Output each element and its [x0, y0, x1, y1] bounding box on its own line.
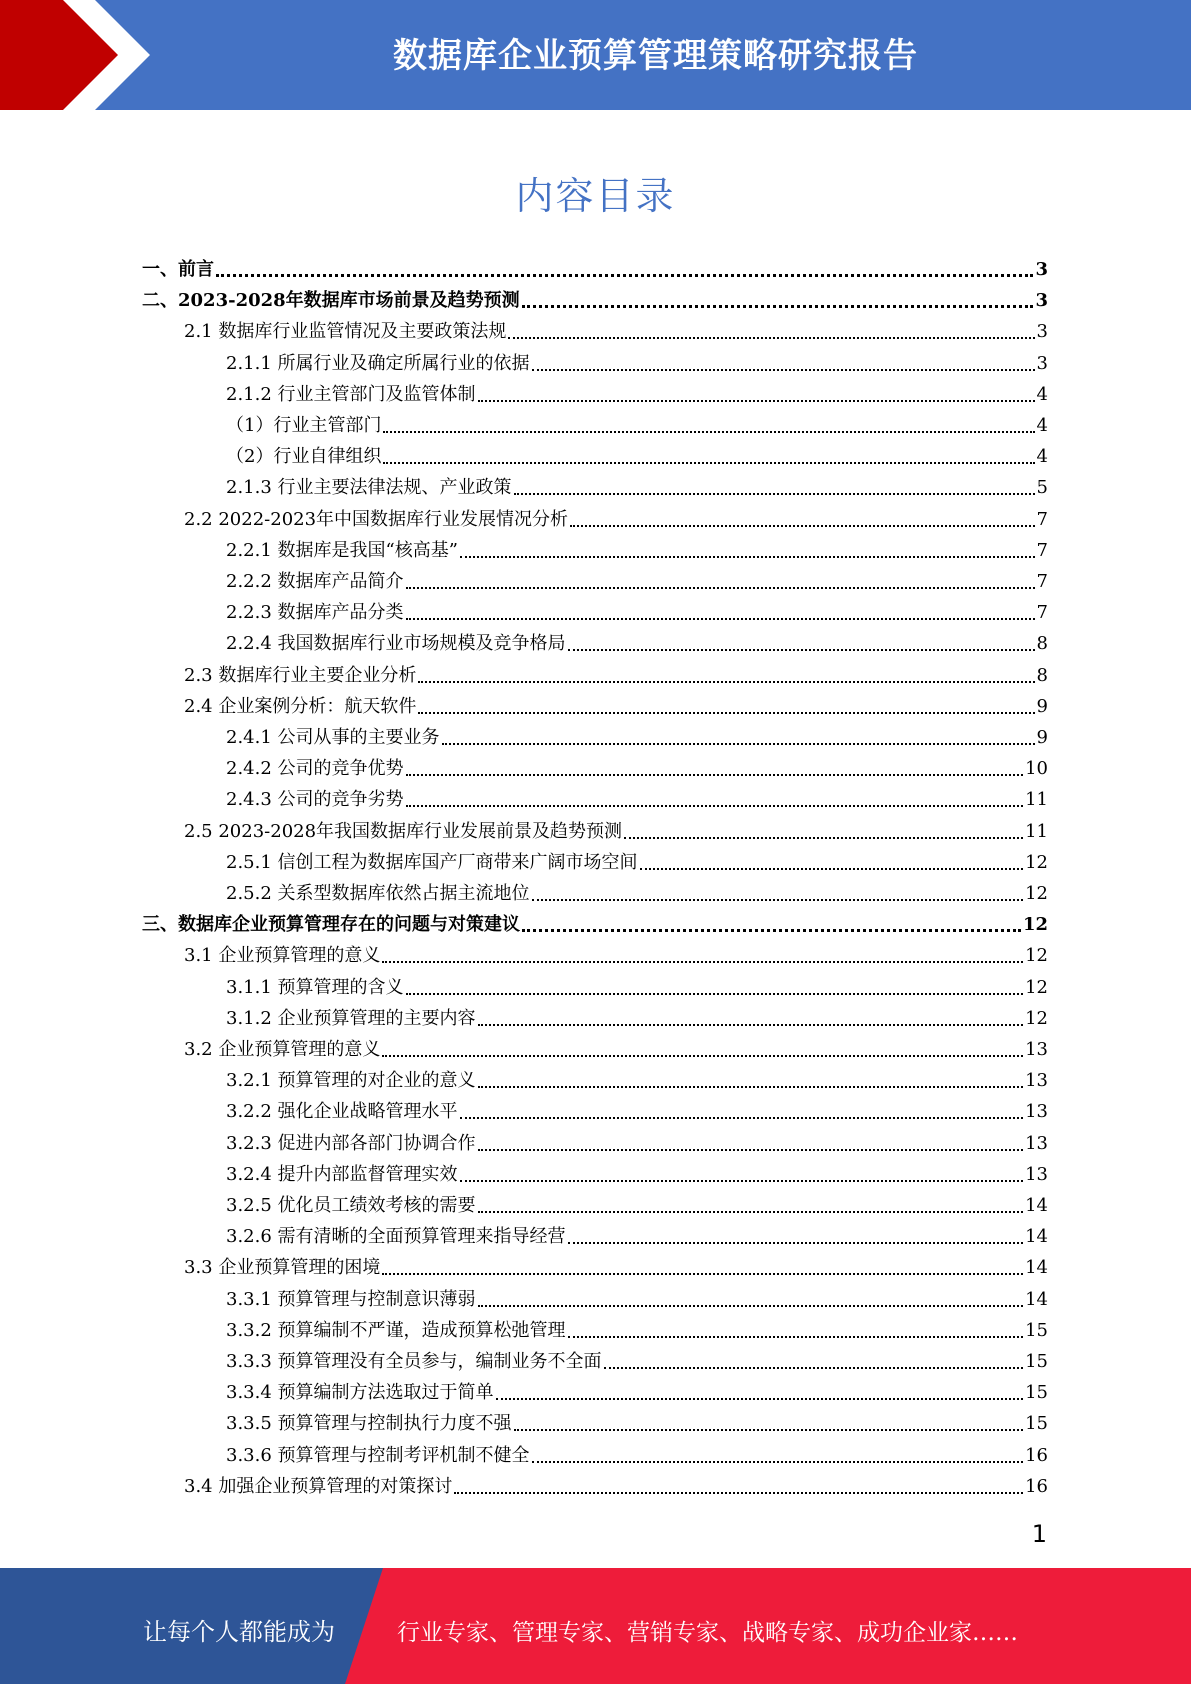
toc-dot-leader	[478, 1024, 1024, 1026]
footer-slogan-right: 行业专家、管理专家、营销专家、战略专家、成功企业家……	[397, 1620, 1018, 1646]
toc-dot-leader	[568, 1336, 1024, 1338]
toc-entry-label: 二、2023-2028年数据库市场前景及趋势预测	[142, 290, 520, 312]
page-number: 1	[1031, 1520, 1047, 1548]
toc-entry[interactable]	[142, 909, 1048, 940]
toc-entry-label: 2.5 2023-2028年我国数据库行业发展前景及趋势预测	[184, 820, 623, 842]
toc-entry[interactable]	[226, 1315, 1048, 1346]
toc-entry-label: 2.5.2 关系型数据库依然占据主流地位	[226, 883, 530, 904]
toc-dot-leader	[532, 899, 1024, 901]
toc-entry-label: 3.3.2 预算编制不严谨，造成预算松弛管理	[226, 1319, 566, 1341]
toc-entry[interactable]	[226, 784, 1048, 815]
toc-dot-leader	[570, 525, 1035, 527]
toc-dot-leader	[454, 1492, 1023, 1494]
toc-entry[interactable]	[226, 1065, 1048, 1096]
toc-entry-label: 三、数据库企业预算管理存在的问题与对策建议	[142, 914, 520, 936]
toc-dot-leader	[522, 929, 1021, 932]
toc-dot-leader	[532, 369, 1035, 371]
toc-entry-label: 3.2.2 强化企业战略管理水平	[226, 1101, 458, 1123]
toc-dot-leader	[478, 1211, 1024, 1213]
toc-entry[interactable]	[184, 816, 1048, 847]
toc-entry-label: 3.1 企业预算管理的意义	[184, 945, 381, 967]
toc-entry-page: 3	[1035, 290, 1048, 312]
toc-entry[interactable]	[226, 472, 1048, 503]
toc-dot-leader	[478, 400, 1035, 402]
toc-entry-page: 8	[1036, 664, 1048, 686]
toc-entry-page: 12	[1022, 914, 1048, 936]
toc-entry-label: 3.2.5 优化员工绩效考核的需要	[226, 1195, 476, 1216]
toc-entry[interactable]	[184, 940, 1048, 971]
toc-entry[interactable]	[184, 660, 1048, 691]
toc-entry-label: 2.2.4 我国数据库行业市场规模及竞争格局	[226, 633, 566, 655]
toc-entry[interactable]	[184, 1252, 1048, 1283]
toc-entry-label: 3.2 企业预算管理的意义	[184, 1039, 381, 1060]
toc-entry-label: 3.1.2 企业预算管理的主要内容	[226, 1007, 476, 1029]
toc-entry-label: 2.1.3 行业主要法律法规、产业政策	[226, 477, 512, 499]
toc-entry[interactable]	[226, 1096, 1048, 1127]
toc-dot-leader	[383, 431, 1034, 433]
toc-dot-leader	[382, 1055, 1023, 1057]
toc-entry-label: 2.1.2 行业主管部门及监管体制	[226, 383, 476, 405]
toc-dot-leader	[496, 1398, 1024, 1400]
toc-entry-page: 7	[1036, 508, 1048, 530]
toc-entry-label: 3.2.6 需有清晰的全面预算管理来指导经营	[226, 1226, 566, 1248]
toc-entry[interactable]	[226, 535, 1048, 566]
toc-entry-page: 13	[1025, 1163, 1048, 1185]
toc-entry[interactable]	[226, 410, 1048, 441]
toc-dot-leader	[460, 1180, 1024, 1182]
toc-dot-leader	[640, 868, 1024, 870]
toc-entry-page: 3	[1035, 259, 1048, 280]
toc-dot-leader	[514, 493, 1035, 495]
toc-entry-label: 2.1 数据库行业监管情况及主要政策法规	[184, 321, 507, 343]
toc-entry-page: 14	[1025, 1288, 1048, 1310]
toc-entry-label: 2.2.1 数据库是我国“核高基”	[226, 539, 458, 561]
toc-entry-page: 12	[1025, 1007, 1048, 1029]
toc-entry[interactable]	[226, 441, 1048, 472]
toc-entry-page: 10	[1025, 758, 1048, 780]
toc-entry[interactable]	[184, 1034, 1048, 1065]
toc-entry-label: 3.3 企业预算管理的困境	[184, 1257, 381, 1279]
toc-entry[interactable]	[184, 504, 1048, 535]
toc-dot-leader	[418, 712, 1034, 714]
toc-entry-page: 4	[1036, 415, 1048, 436]
toc-entry-page: 16	[1025, 1475, 1048, 1497]
toc-entry[interactable]	[226, 1346, 1048, 1377]
toc-entry-page: 7	[1036, 571, 1048, 592]
toc-entry-page: 7	[1036, 602, 1048, 624]
toc-dot-leader	[406, 774, 1024, 776]
toc-entry-label: 3.2.4 提升内部监督管理实效	[226, 1163, 458, 1185]
toc-entry-label: 3.2.1 预算管理的对企业的意义	[226, 1070, 476, 1092]
toc-dot-leader	[532, 1461, 1024, 1463]
toc-entry[interactable]	[226, 1221, 1048, 1252]
toc-entry[interactable]	[226, 1003, 1048, 1034]
toc-dot-leader	[216, 274, 1033, 277]
toc-entry[interactable]	[226, 379, 1048, 410]
toc-dot-leader	[604, 1367, 1024, 1369]
toc-entry-label: 2.2.2 数据库产品简介	[226, 571, 404, 592]
toc-dot-leader	[508, 337, 1034, 339]
toc-entry-label: 3.3.6 预算管理与控制考评机制不健全	[226, 1444, 530, 1466]
toc-entry[interactable]	[184, 316, 1048, 347]
toc-entry-page: 16	[1025, 1444, 1048, 1466]
toc-dot-leader	[514, 1429, 1024, 1431]
toc-entry[interactable]	[226, 1159, 1048, 1190]
toc-entry-page: 15	[1025, 1319, 1048, 1341]
toc-entry-page: 12	[1025, 851, 1048, 873]
toc-dot-leader	[568, 649, 1035, 651]
toc-dot-leader	[406, 805, 1024, 807]
toc-entry-label: 2.4 企业案例分析：航天软件	[184, 695, 417, 717]
toc-entry[interactable]	[142, 254, 1048, 285]
toc-entry[interactable]	[226, 566, 1048, 597]
toc-entry-page: 13	[1025, 1101, 1048, 1123]
toc-dot-leader	[383, 462, 1034, 464]
toc-entry[interactable]	[226, 753, 1048, 784]
toc-entry-page: 11	[1025, 820, 1048, 842]
toc-dot-leader	[478, 1086, 1024, 1088]
toc-entry-label: 3.1.1 预算管理的含义	[226, 976, 404, 998]
toc-entry-label: 2.5.1 信创工程为数据库国产厂商带来广阔市场空间	[226, 851, 638, 873]
footer-banner	[0, 1568, 1191, 1684]
toc-entry-page: 3	[1036, 352, 1048, 374]
toc-entry-label: 3.3.1 预算管理与控制意识薄弱	[226, 1288, 476, 1310]
toc-dot-leader	[382, 1273, 1023, 1275]
toc-dot-leader	[460, 556, 1035, 558]
toc-entry-page: 14	[1025, 1226, 1048, 1248]
toc-entry[interactable]	[226, 628, 1048, 659]
toc-entry[interactable]	[184, 1471, 1048, 1502]
toc-entry-page: 7	[1036, 539, 1048, 561]
toc-entry-page: 15	[1025, 1413, 1048, 1435]
toc-entry-label: （2）行业自律组织	[226, 446, 382, 468]
toc-entry-page: 15	[1025, 1382, 1048, 1404]
toc-entry-label: 3.4 加强企业预算管理的对策探讨	[184, 1475, 453, 1497]
toc-entry-label: （1）行业主管部门	[226, 415, 382, 436]
toc-entry-page: 9	[1036, 695, 1048, 717]
toc-entry-label: 2.4.2 公司的竞争优势	[226, 758, 404, 780]
toc-dot-leader	[406, 618, 1035, 620]
toc-dot-leader	[478, 1149, 1024, 1151]
toc-entry-page: 9	[1036, 727, 1048, 748]
toc-entry-label: 3.3.3 预算管理没有全员参与，编制业务不全面	[226, 1351, 602, 1372]
toc-entry[interactable]	[226, 1284, 1048, 1315]
toc-entry[interactable]	[226, 1190, 1048, 1221]
toc-entry[interactable]	[226, 1440, 1048, 1471]
header-banner	[0, 0, 1191, 110]
toc-entry-page: 8	[1036, 633, 1048, 655]
toc-dot-leader	[406, 587, 1035, 589]
toc-dot-leader	[382, 961, 1023, 963]
toc-entry-page: 5	[1036, 477, 1048, 499]
toc-entry-label: 2.2 2022-2023年中国数据库行业发展情况分析	[184, 508, 569, 530]
toc-entry-page: 15	[1025, 1351, 1048, 1372]
toc-entry-page: 14	[1025, 1195, 1048, 1216]
toc-heading: 内容目录	[515, 174, 676, 218]
toc-dot-leader	[442, 743, 1035, 745]
toc-entry-label: 2.4.1 公司从事的主要业务	[226, 727, 440, 748]
toc-entry[interactable]	[226, 1408, 1048, 1439]
toc-dot-leader	[460, 1117, 1024, 1119]
toc-entry-page: 3	[1036, 321, 1048, 343]
footer-slogan-left: 让每个人都能成为	[143, 1618, 335, 1646]
toc-entry-label: 2.4.3 公司的竞争劣势	[226, 789, 404, 811]
toc-entry-page: 14	[1025, 1257, 1048, 1279]
toc-dot-leader	[406, 993, 1024, 995]
toc-entry-page: 12	[1025, 976, 1048, 998]
toc-entry[interactable]	[184, 691, 1048, 722]
toc-entry[interactable]	[226, 597, 1048, 628]
toc-entry-label: 3.2.3 促进内部各部门协调合作	[226, 1132, 476, 1154]
toc-entry[interactable]	[226, 722, 1048, 753]
toc-entry-page: 13	[1025, 1070, 1048, 1092]
toc-entry-page: 12	[1025, 945, 1048, 967]
toc-dot-leader	[418, 681, 1034, 683]
toc-entry-label: 3.3.4 预算编制方法选取过于简单	[226, 1382, 494, 1404]
toc-dot-leader	[624, 837, 1023, 839]
toc-entry-label: 2.2.3 数据库产品分类	[226, 602, 404, 624]
toc-entry-page: 13	[1025, 1039, 1048, 1060]
toc-entry[interactable]	[226, 972, 1048, 1003]
toc-entry-page: 13	[1025, 1132, 1048, 1154]
toc-entry[interactable]	[226, 1377, 1048, 1408]
toc-entry-page: 4	[1036, 446, 1048, 468]
toc-dot-leader	[478, 1305, 1024, 1307]
toc-entry[interactable]	[142, 285, 1048, 316]
toc-dot-leader	[522, 305, 1034, 308]
toc-entry[interactable]	[226, 1128, 1048, 1159]
toc-entry-label: 2.1.1 所属行业及确定所属行业的依据	[226, 352, 530, 374]
toc-entry-label: 一、前言	[142, 259, 214, 280]
toc-entry[interactable]	[226, 348, 1048, 379]
toc-entry-page: 11	[1025, 789, 1048, 811]
toc-dot-leader	[568, 1242, 1024, 1244]
toc-entry[interactable]	[226, 878, 1048, 909]
toc-entry-page: 12	[1025, 883, 1048, 904]
toc-entry-page: 4	[1036, 383, 1048, 405]
document-title: 数据库企业预算管理策略研究报告	[393, 36, 918, 76]
toc-entry-label: 3.3.5 预算管理与控制执行力度不强	[226, 1413, 512, 1435]
toc-entry-label: 2.3 数据库行业主要企业分析	[184, 664, 417, 686]
toc-entry[interactable]	[226, 847, 1048, 878]
